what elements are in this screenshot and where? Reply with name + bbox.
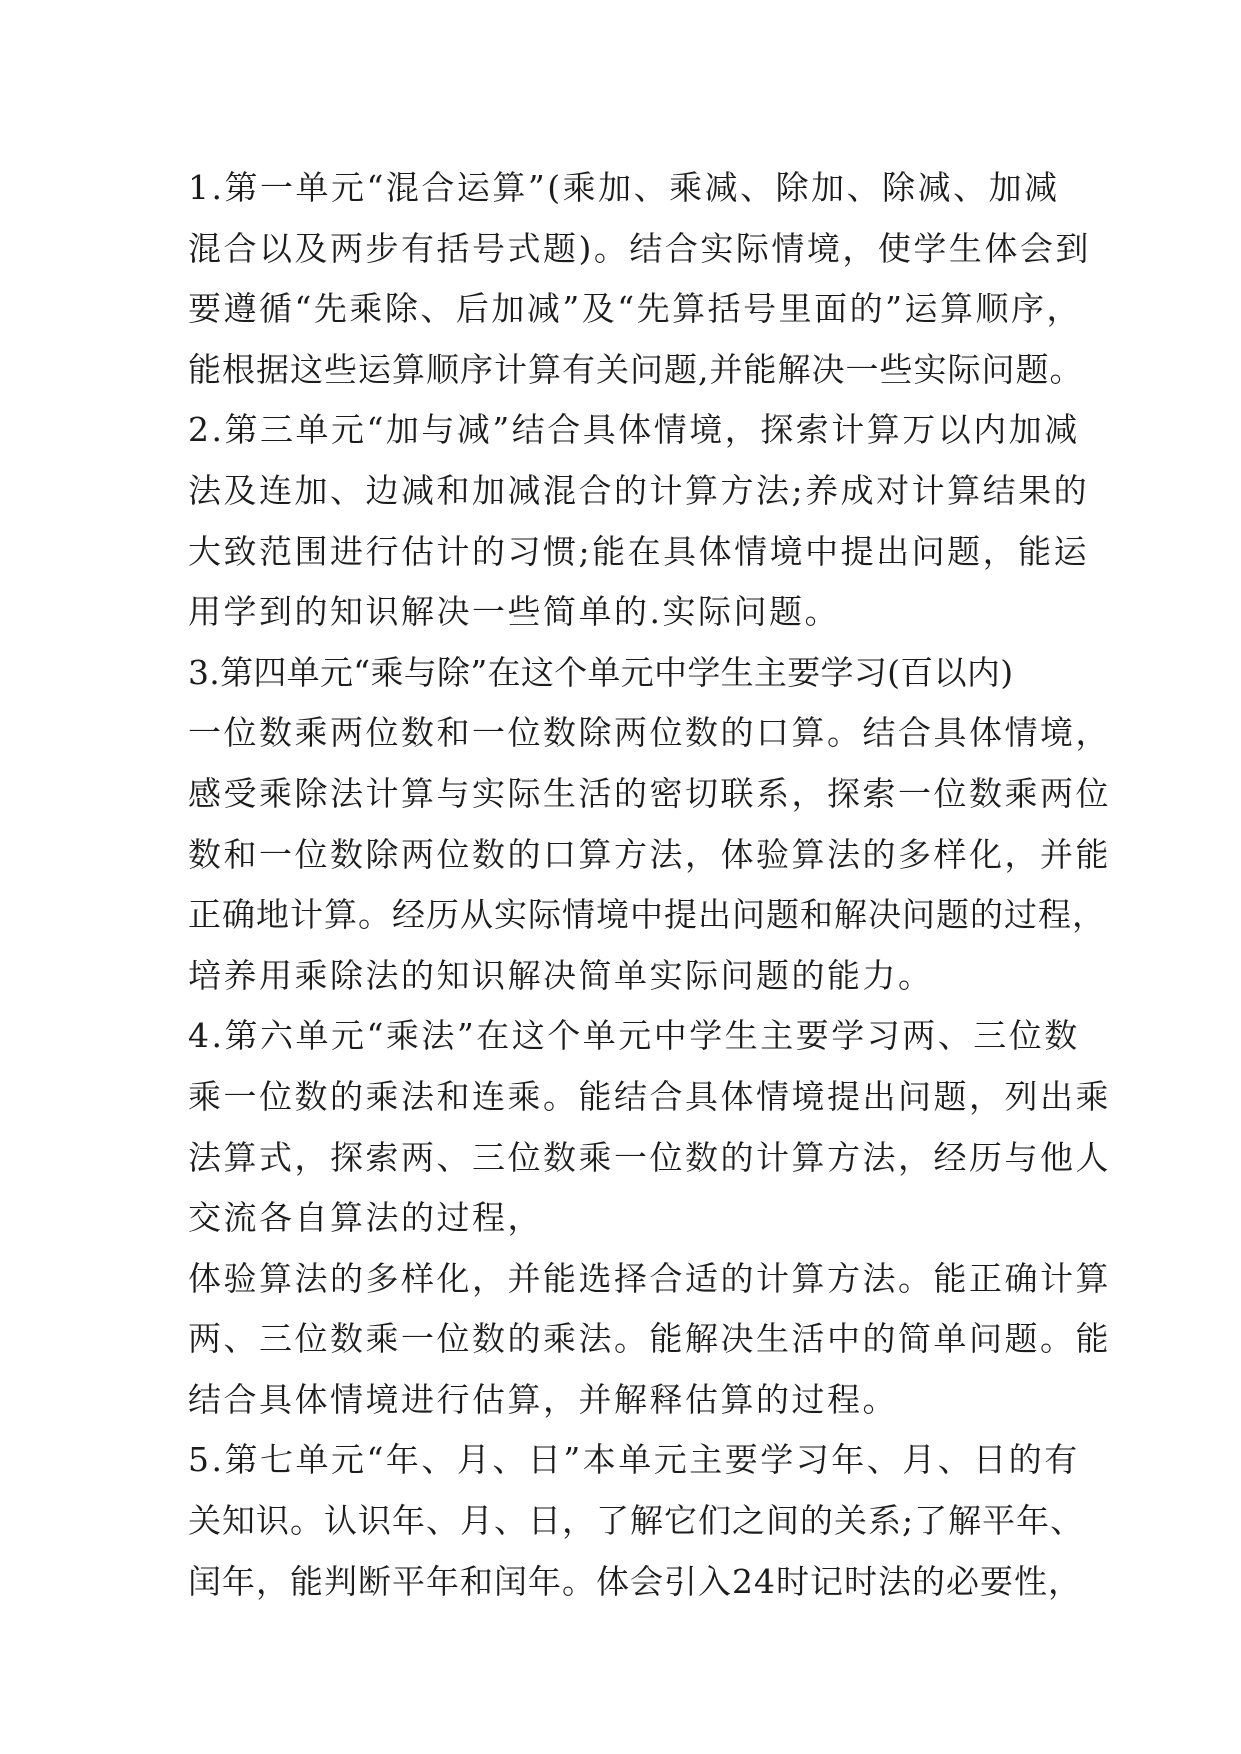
text-line-13: 正确地计算。经历从实际情境中提出问题和解决问题的过程，: [188, 895, 1106, 935]
text-line-14: 培养用乘除法的知识解决简单实际问题的能力。: [188, 955, 934, 995]
text-line-20: 两、三位数乘一位数的乘法。能解决生活中的简单问题。能: [188, 1319, 1111, 1359]
text-line-2: 混合以及两步有括号式题)。结合实际情境，使学生体会到: [188, 228, 1091, 268]
text-line-10: 一位数乘两位数和一位数除两位数的口算。结合具体情境，: [188, 713, 1111, 753]
text-line-4: 能根据这些运算顺序计算有关问题,并能解决一些实际问题。: [188, 349, 1084, 389]
text-line-11: 感受乘除法计算与实际生活的密切联系，探索一位数乘两位: [188, 773, 1111, 813]
text-line-18: 交流各自算法的过程，: [188, 1198, 543, 1238]
body-text: [188, 158, 1111, 1612]
text-line-22: 5.第七单元“年、月、日”本单元主要学习年、月、日的有: [188, 1440, 1080, 1480]
text-line-19: 体验算法的多样化，并能选择合适的计算方法。能正确计算: [188, 1258, 1111, 1298]
text-line-24: 闰年，能判断平年和闰年。体会引入24时记时法的必要性，: [188, 1561, 1082, 1601]
text-line-23: 关知识。认识年、月、日，了解它们之间的关系;了解平年、: [188, 1501, 1085, 1541]
text-line-6: 法及连加、边减和加减混合的计算方法;养成对计算结果的: [188, 470, 1090, 510]
text-line-1: 1.第一单元“混合运算”(乘加、乘减、除加、除减、加减: [188, 168, 1060, 207]
text-line-5: 2.第三单元“加与减”结合具体情境，探索计算万以内加减: [188, 410, 1080, 450]
text-line-21: 结合具体情境进行估算，并解释估算的过程。: [188, 1379, 898, 1419]
text-line-12: 数和一位数除两位数的口算方法，体验算法的多样化，并能: [188, 834, 1111, 874]
text-line-8: 用学到的知识解决一些简单的.实际问题。: [188, 592, 840, 632]
text-line-16: 乘一位数的乘法和连乘。能结合具体情境提出问题，列出乘: [188, 1076, 1111, 1116]
text-line-7: 大致范围进行估计的习惯;能在具体情境中提出问题，能运: [188, 531, 1090, 571]
text-line-9: 3.第四单元“乘与除”在这个单元中学生主要学习(百以内): [188, 652, 1014, 692]
text-line-3: 要遵循“先乘除、后加减”及“先算括号里面的”运算顺序，: [188, 289, 1082, 329]
text-line-15: 4.第六单元“乘法”在这个单元中学生主要学习两、三位数: [188, 1016, 1080, 1056]
text-line-17: 法算式，探索两、三位数乘一位数的计算方法，经历与他人: [188, 1137, 1111, 1177]
